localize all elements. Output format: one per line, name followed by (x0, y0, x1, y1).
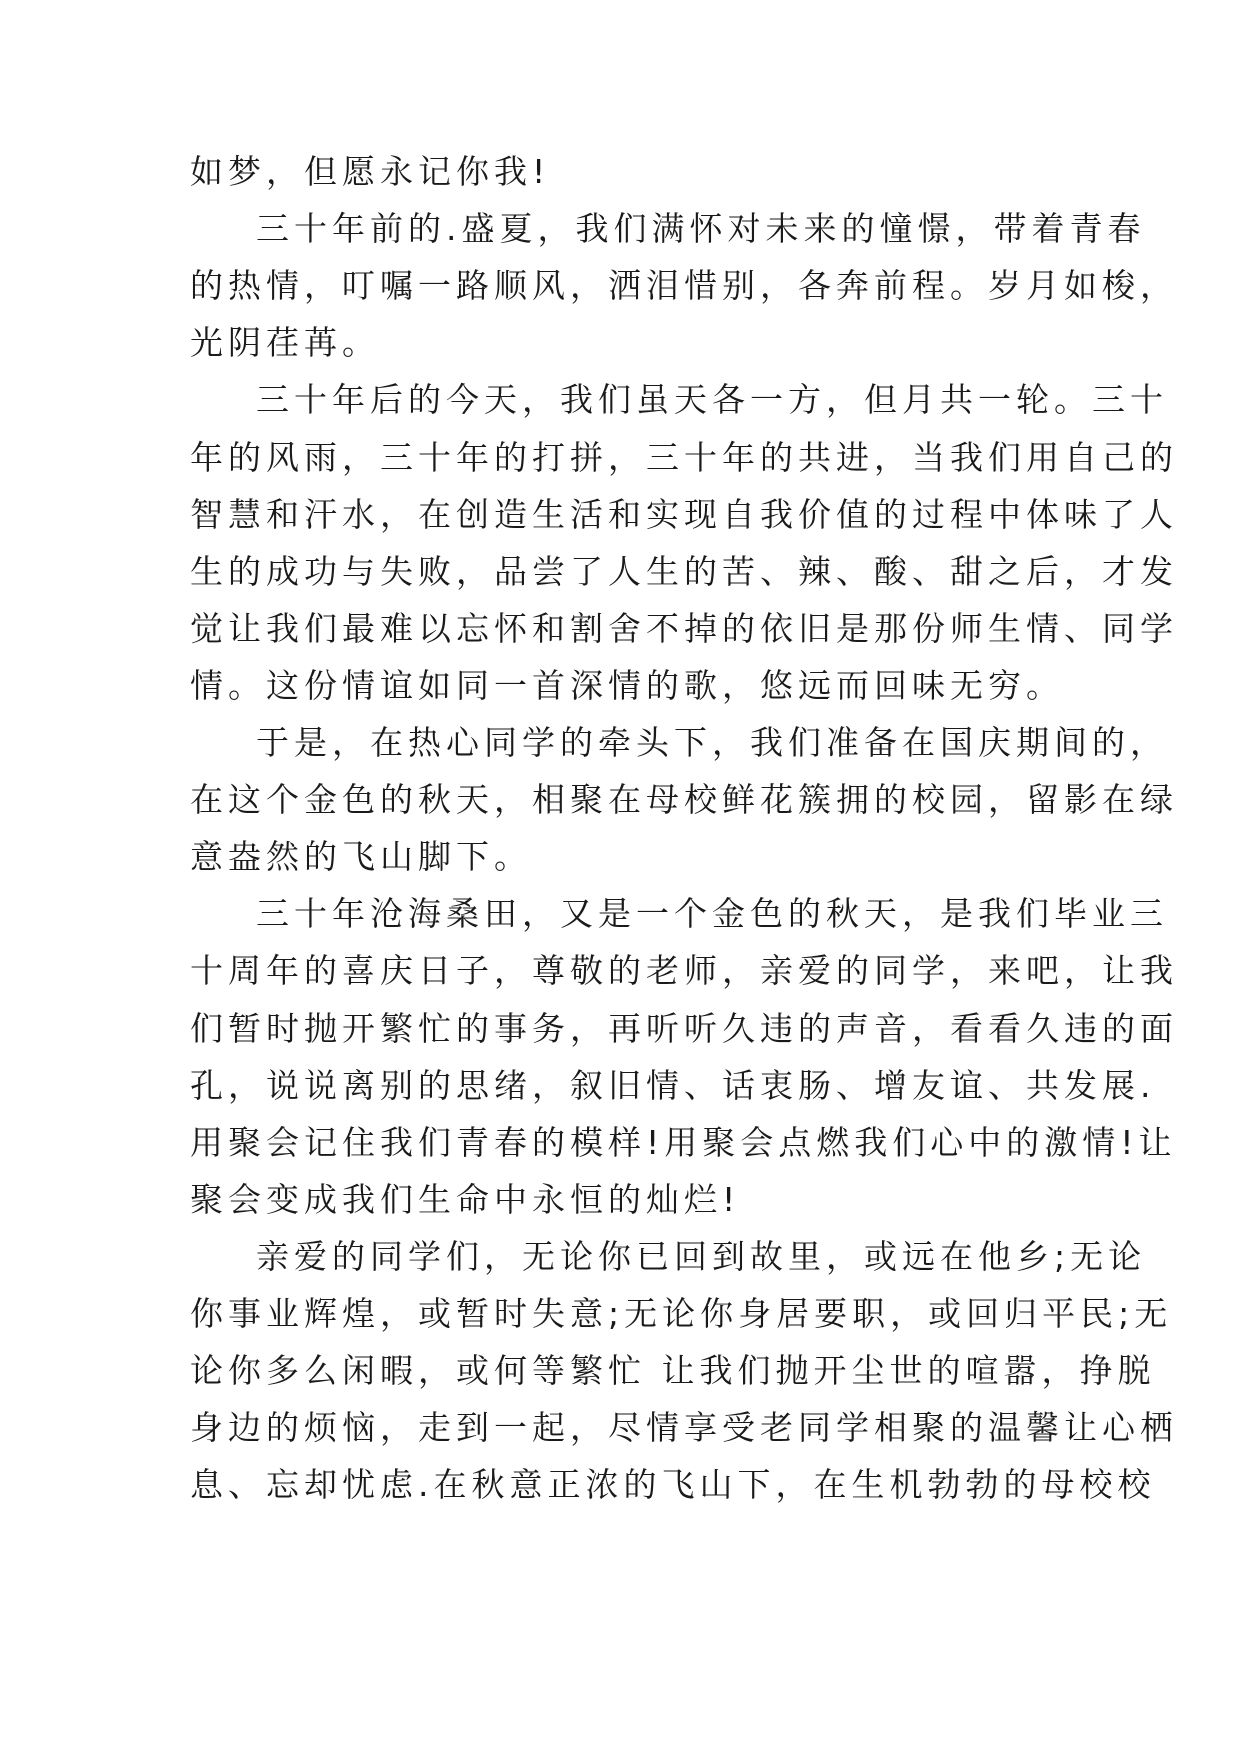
text-line: 身边的烦恼，走到一起，尽情享受老同学相聚的温馨让心栖 (190, 1408, 1178, 1448)
text-line: 聚会变成我们生命中永恒的灿烂! (190, 1179, 741, 1219)
text-line: 三十年前的.盛夏，我们满怀对未来的憧憬，带着青春 (256, 209, 1146, 249)
text-line: 于是，在热心同学的牵头下，我们准备在国庆期间的， (256, 723, 1168, 762)
text-line: 孔，说说离别的思绪，叙旧情、话衷肠、增友谊、共发展. (190, 1065, 1156, 1105)
text-line: 生的成功与失败，品尝了人生的苦、辣、酸、甜之后，才发 (190, 551, 1178, 591)
text-line: 十周年的喜庆日子，尊敬的老师，亲爱的同学，来吧，让我 (190, 951, 1178, 991)
text-line: 论你多么闲暇，或何等繁忙 让我们抛开尘世的喧嚣，挣脱 (190, 1351, 1156, 1391)
text-line: 你事业辉煌，或暂时失意;无论你身居要职，或回归平民;无 (190, 1294, 1173, 1333)
text-line: 亲爱的同学们，无论你已回到故里，或远在他乡;无论 (256, 1236, 1147, 1276)
text-line: 的热情，叮嘱一路顺风，洒泪惜别，各奔前程。岁月如梭， (190, 266, 1178, 306)
text-line: 在这个金色的秋天，相聚在母校鲜花簇拥的校园，留影在绿 (190, 780, 1178, 820)
text-line: 光阴荏苒。 (190, 323, 380, 363)
text-line: 年的风雨，三十年的打拼，三十年的共进，当我们用自己的 (190, 437, 1178, 477)
text-line: 觉让我们最难以忘怀和割舍不掉的依旧是那份师生情、同学 (190, 608, 1178, 648)
text-line: 三十年沧海桑田，又是一个金色的秋天，是我们毕业三 (256, 894, 1168, 934)
text-line: 息、忘却忧虑.在秋意正浓的飞山下，在生机勃勃的母校校 (190, 1465, 1156, 1505)
text-line: 如梦，但愿永记你我! (190, 152, 551, 191)
text-line: 意盎然的飞山脚下。 (190, 837, 532, 877)
text-line: 用聚会记住我们青春的模样!用聚会点燃我们心中的激情!让 (190, 1122, 1177, 1162)
text-line: 三十年后的今天，我们虽天各一方，但月共一轮。三十 (256, 380, 1168, 420)
text-line: 情。这份情谊如同一首深情的歌，悠远而回味无穷。 (190, 665, 1064, 705)
text-line: 们暂时抛开繁忙的事务，再听听久违的声音，看看久违的面 (190, 1008, 1178, 1048)
text-line: 智慧和汗水，在创造生活和实现自我价值的过程中体味了人 (190, 494, 1178, 534)
